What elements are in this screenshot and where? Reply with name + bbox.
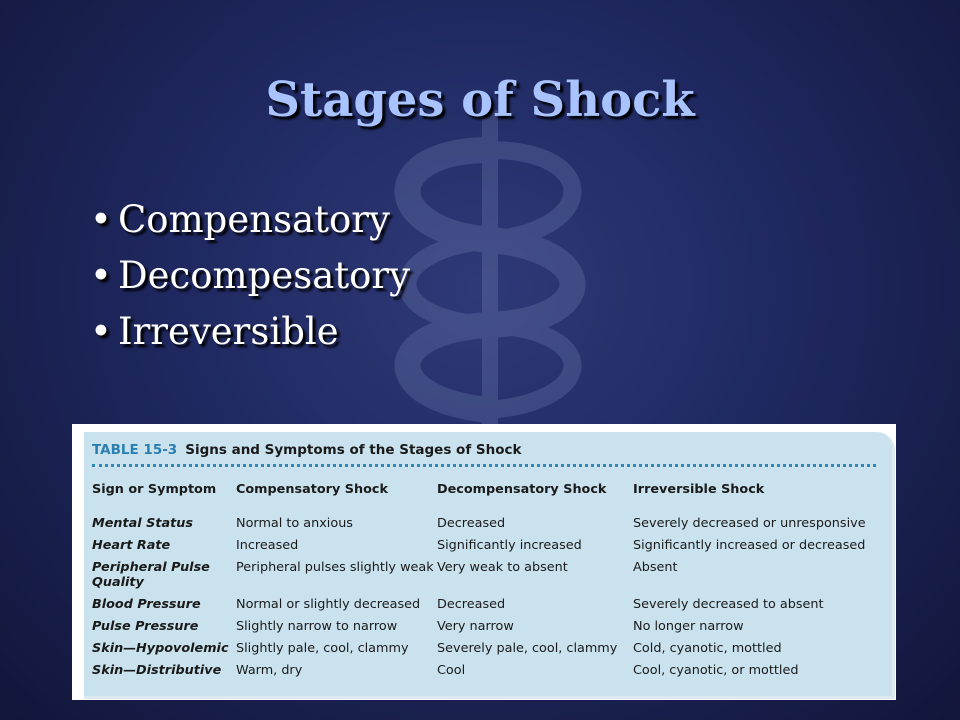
bullet-dot-icon: • <box>90 254 112 297</box>
table-cell: Significantly increased <box>437 538 582 553</box>
bullet-list <box>90 192 410 360</box>
table-cell: Decreased <box>437 516 506 531</box>
column-header: Decompensatory Shock <box>437 482 607 497</box>
dotted-divider <box>92 464 876 467</box>
table-row <box>92 619 882 641</box>
table-cell: Very weak to absent <box>437 560 568 575</box>
table-cell: Blood Pressure <box>92 597 201 612</box>
table-cell: Slightly pale, cool, clammy <box>236 641 409 656</box>
table-cell: Very narrow <box>437 619 514 634</box>
table-cell: Pulse Pressure <box>92 619 199 634</box>
table-cell: No longer narrow <box>633 619 744 634</box>
table-cell: Peripheral Pulse Quality <box>92 560 210 590</box>
table-cell: Peripheral pulses slightly weak <box>236 560 434 575</box>
table-row <box>92 663 882 685</box>
table-cell: Normal or slightly decreased <box>236 597 421 612</box>
table-cell: Significantly increased or decreased <box>633 538 866 553</box>
bullet-item <box>90 304 410 360</box>
column-header: Compensatory Shock <box>236 482 388 497</box>
table-cell: Increased <box>236 538 299 553</box>
table-cell: Severely pale, cool, clammy <box>437 641 618 656</box>
table-title: Signs and Symptoms of the Stages of Shock <box>185 442 522 458</box>
symptoms-table <box>92 474 882 685</box>
column-header: Irreversible Shock <box>633 482 765 497</box>
table-cell: Slightly narrow to narrow <box>236 619 398 634</box>
table-panel <box>84 432 895 699</box>
table-row <box>92 641 882 663</box>
table-cell: Warm, dry <box>236 663 303 678</box>
bullet-text: Irreversible <box>118 310 339 353</box>
table-cell: Cool <box>437 663 466 678</box>
table-cell: Skin—Distributive <box>92 663 222 678</box>
column-header: Sign or Symptom <box>92 482 217 497</box>
bullet-item <box>90 192 410 248</box>
table-cell: Decreased <box>437 597 506 612</box>
table-row <box>92 597 882 619</box>
bullet-dot-icon: • <box>90 310 112 353</box>
table-cell: Normal to anxious <box>236 516 353 531</box>
table-cell: Severely decreased to absent <box>633 597 824 612</box>
table-cell: Skin—Hypovolemic <box>92 641 229 656</box>
table-cell: Cold, cyanotic, mottled <box>633 641 782 656</box>
bullet-text: Compensatory <box>118 198 390 241</box>
bullet-text: Decompesatory <box>118 254 411 297</box>
table-row <box>92 516 882 538</box>
table-row <box>92 560 882 597</box>
bullet-item <box>90 248 410 304</box>
slide-title: Stages of Shock <box>265 72 695 128</box>
table-caption <box>92 442 522 458</box>
table-header-row <box>92 474 882 516</box>
table-cell: Severely decreased or unresponsive <box>633 516 866 531</box>
table-cell: Mental Status <box>92 516 193 531</box>
table-cell: Heart Rate <box>92 538 171 553</box>
table-number: TABLE 15-3 <box>92 442 178 458</box>
bullet-dot-icon: • <box>90 198 112 241</box>
table-row <box>92 538 882 560</box>
table-cell: Absent <box>633 560 678 575</box>
table-cell: Cool, cyanotic, or mottled <box>633 663 799 678</box>
table-image <box>72 424 896 700</box>
